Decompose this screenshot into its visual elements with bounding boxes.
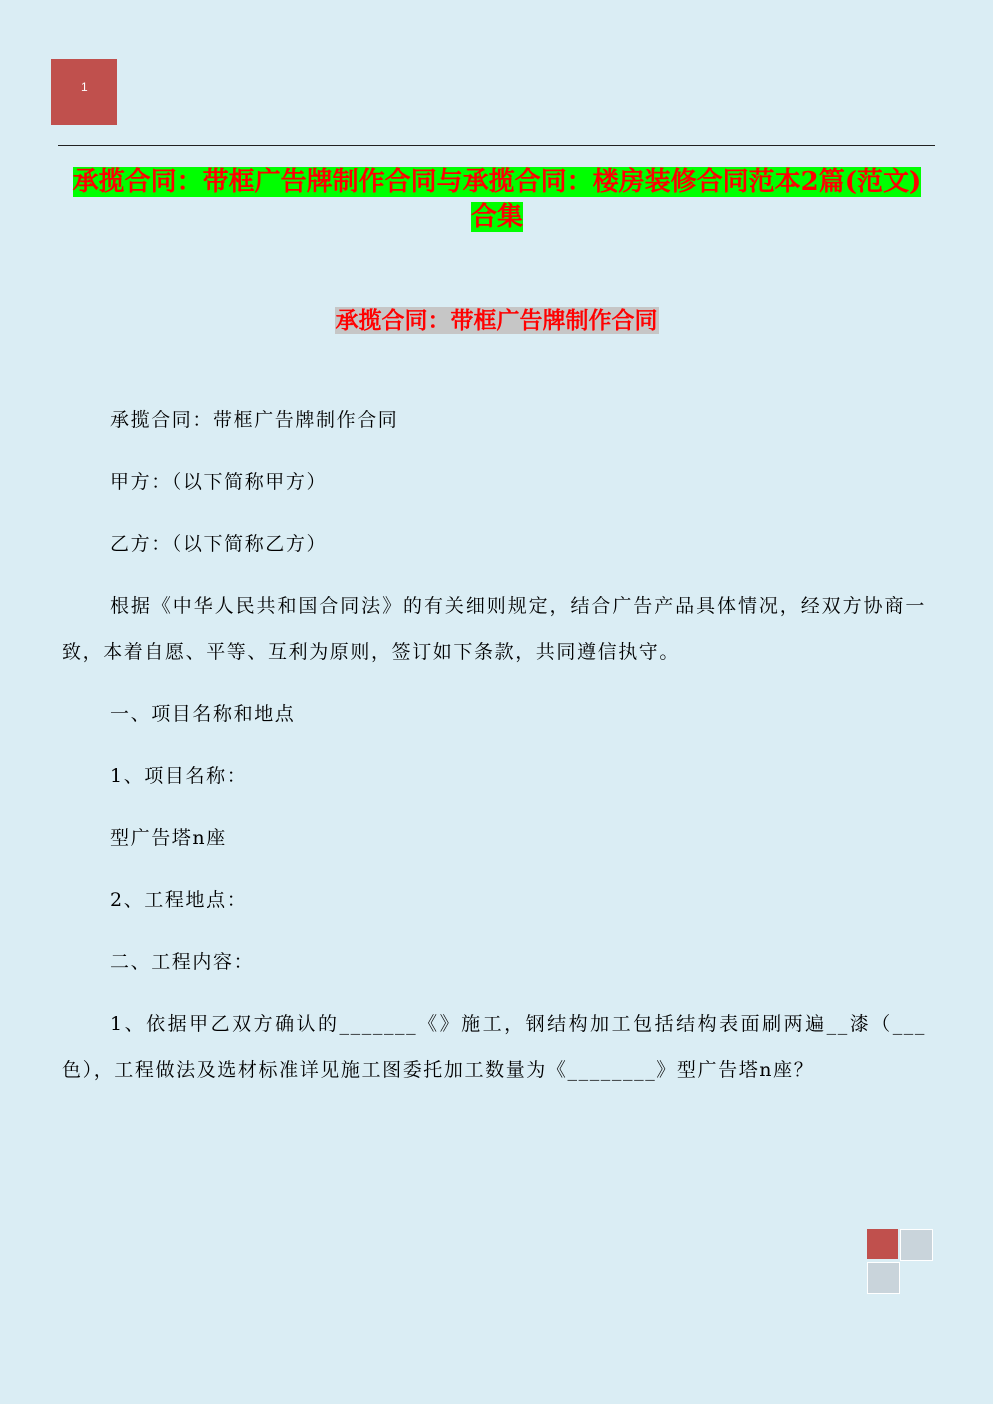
header-divider <box>58 145 935 146</box>
paragraph-project-type: 型广告塔n座 <box>110 827 227 849</box>
corner-decoration <box>866 1228 934 1294</box>
paragraph-project-location: 2、工程地点： <box>110 889 248 911</box>
paragraph-section-one-heading: 一、项目名称和地点 <box>110 703 296 725</box>
document-title <box>70 165 924 235</box>
paragraph-party-b: 乙方：（以下简称乙方） <box>110 533 328 555</box>
paragraph-work-content: 1、依据甲乙双方确认的_______《》施工，钢结构加工包括结构表面刷两遍__漆（___色），工程做法及选材标准详见施工图委托加工数量为《________》型广告塔n座？ <box>62 1013 926 1081</box>
paragraph-project-name: 1、项目名称： <box>110 765 248 787</box>
paragraph-section-two-heading: 二、工程内容： <box>110 951 255 973</box>
section-heading-text: 承揽合同：带框广告牌制作合同 <box>335 307 658 334</box>
paragraph-contract-name: 承揽合同：带框广告牌制作合同 <box>110 409 399 431</box>
paragraph-preamble: 根据《中华人民共和国合同法》的有关细则规定，结合广告产品具体情况，经双方协商一致，本着自愿、平等、互利为原则，签订如下条款，共同遵信执守。 <box>62 595 926 663</box>
corner-square-red <box>867 1229 898 1259</box>
page-number: 1 <box>81 80 88 94</box>
document-title-text: 承揽合同：带框广告牌制作合同与承揽合同：楼房装修合同范本2篇(范文)合集 <box>72 167 922 232</box>
page-number-badge <box>51 59 117 125</box>
corner-square-gray <box>900 1229 933 1261</box>
section-heading <box>0 304 993 338</box>
corner-square-gray <box>867 1262 900 1294</box>
paragraph-party-a: 甲方：（以下简称甲方） <box>110 471 328 493</box>
